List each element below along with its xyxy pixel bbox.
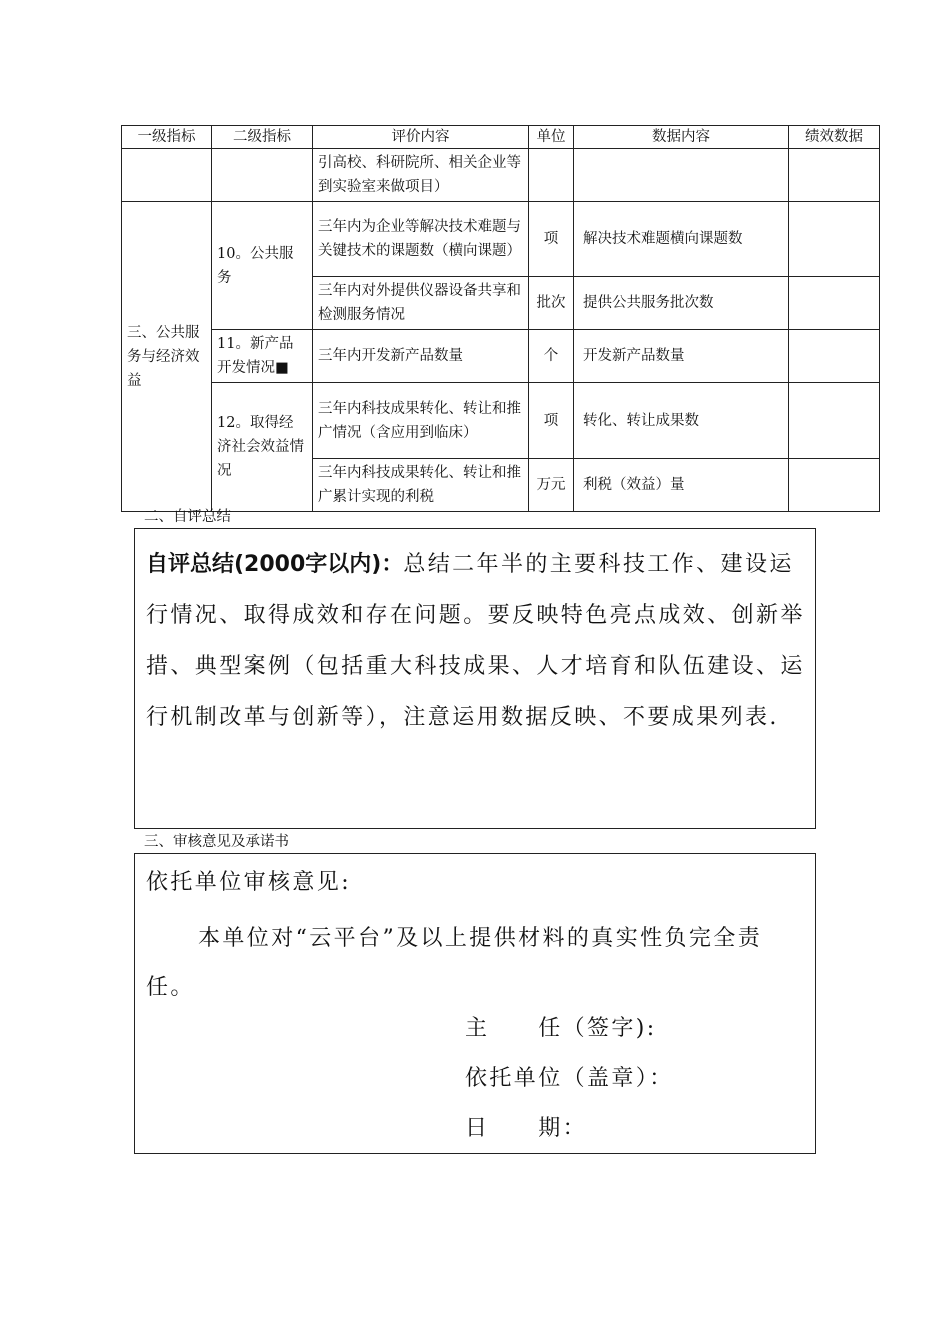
cell-empty	[789, 149, 880, 202]
cell-level1: 三、公共服务与经济效益	[122, 202, 212, 512]
cell-data: 转化、转让成果数	[574, 383, 789, 459]
cell-level2: 10。公共服务	[212, 202, 313, 330]
cell-performance	[789, 383, 880, 459]
review-title: 依托单位审核意见:	[146, 870, 352, 895]
cell-empty	[122, 149, 212, 202]
header-data: 数据内容	[574, 126, 789, 149]
date-line: 日 期：	[465, 1116, 588, 1141]
table-row	[122, 202, 880, 277]
cell-data: 解决技术难题横向课题数	[574, 202, 789, 277]
header-unit: 单位	[529, 126, 574, 149]
header-level2: 二级指标	[212, 126, 313, 149]
cell-data: 提供公共服务批次数	[574, 277, 789, 330]
section3-label: 三、审核意见及承诺书	[144, 834, 289, 850]
cell-performance	[789, 330, 880, 383]
cell-content: 三年内开发新产品数量	[313, 330, 529, 383]
cell-data: 开发新产品数量	[574, 330, 789, 383]
cell-content: 三年内科技成果转化、转让和推广情况（含应用到临床）	[313, 383, 529, 459]
self-evaluation-summary-box	[134, 528, 816, 829]
cell-empty	[212, 149, 313, 202]
cell-empty	[574, 149, 789, 202]
cell-unit: 项	[529, 202, 574, 277]
cell-unit: 批次	[529, 277, 574, 330]
director-signature-line: 主 任（签字):	[465, 1016, 657, 1041]
review-opinion-box	[134, 853, 816, 1154]
summary-instructions: 总结二年半的主要科技工作、建设运行情况、取得成效和存在问题。要反映特色亮点成效、创新举措、典型案例（包括重大科技成果、人才培育和队伍建设、运行机制改革与创新等），注意运用数据反映、不要成果列表.	[146, 552, 805, 730]
cell-content: 三年内科技成果转化、转让和推广累计实现的利税	[313, 459, 529, 512]
cell-unit: 个	[529, 330, 574, 383]
header-content: 评价内容	[313, 126, 529, 149]
cell-content: 三年内为企业等解决技术难题与关键技术的课题数（横向课题）	[313, 202, 529, 277]
table-row	[122, 330, 880, 383]
cell-data: 利税（效益）量	[574, 459, 789, 512]
header-performance: 绩效数据	[789, 126, 880, 149]
promise-statement: 本单位对“云平台”及以上提供材料的真实性负完全责任。	[146, 926, 763, 1000]
section2-label: 二、自评总结	[144, 509, 231, 525]
evaluation-table	[121, 125, 880, 512]
cell-unit: 万元	[529, 459, 574, 512]
table-row	[122, 149, 880, 202]
unit-seal-line: 依托单位（盖章）：	[465, 1066, 674, 1091]
header-level1: 一级指标	[122, 126, 212, 149]
cell-performance	[789, 459, 880, 512]
cell-empty	[529, 149, 574, 202]
cell-level2: 11。新产品开发情况■	[212, 330, 313, 383]
cell-unit: 项	[529, 383, 574, 459]
cell-performance	[789, 202, 880, 277]
table-header-row	[122, 126, 880, 149]
table-row	[122, 383, 880, 459]
cell-content: 引高校、科研院所、相关企业等到实验室来做项目）	[313, 149, 529, 202]
cell-content: 三年内对外提供仪器设备共享和检测服务情况	[313, 277, 529, 330]
cell-performance	[789, 277, 880, 330]
cell-level2: 12。取得经济社会效益情况	[212, 383, 313, 512]
summary-lead: 自评总结(2000字以内)：	[146, 552, 404, 577]
